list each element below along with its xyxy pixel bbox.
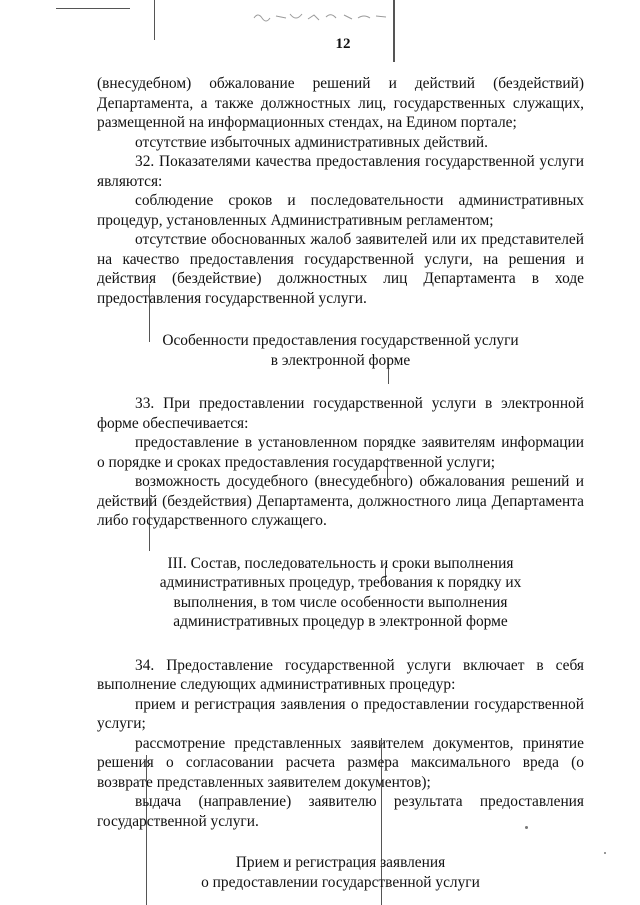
body-paragraph: возможность досудебного (внесудебного) обжалования решений и действий (бездействия) Департамента, должностного лица Департамента либо государственного служащего. <box>97 473 584 529</box>
document-body <box>97 74 584 892</box>
heading-line: в электронной форме <box>270 351 411 369</box>
scan-artifact-dot <box>604 852 606 854</box>
body-paragraph: 34. Предоставление государственной услуги включает в себя выполнение следующих административных процедур: <box>97 656 584 693</box>
body-paragraph: выдача (направление) заявителю результата предоставления государственной услуги. <box>97 793 584 830</box>
heading-line: административных процедур в электронной форме <box>173 613 508 630</box>
heading-line: о предоставлении государственной услуги <box>201 873 480 891</box>
body-paragraph: предоставление в установленном порядке заявителям информации о порядке и сроках предоставления государственной услуги; <box>97 434 584 471</box>
section-heading <box>97 853 584 892</box>
section-heading <box>97 331 584 370</box>
scan-artifact-line <box>154 0 155 40</box>
heading-line: Особенности предоставления государственной услуги <box>162 332 519 349</box>
scan-artifact-line <box>56 8 130 9</box>
chapter-heading <box>97 554 584 632</box>
body-paragraph: отсутствие избыточных административных действий. <box>135 133 488 151</box>
body-paragraph: 33. При предоставлении государственной услуги в электронной форме обеспечивается: <box>97 395 584 432</box>
body-paragraph: отсутствие обоснованных жалоб заявителей или их представителей на качество предоставления государственной услуги, на решения и действия (бездействие) должностных лиц Департамента в ходе предоставления государственной услуги. <box>97 231 584 307</box>
heading-line: Прием и регистрация заявления <box>235 854 446 871</box>
page-number: 12 <box>335 36 351 52</box>
body-paragraph: 32. Показателями качества предоставления государственной услуги являются: <box>97 153 584 190</box>
body-paragraph: прием и регистрация заявления о предоставлении государственной услуги; <box>97 695 584 732</box>
body-paragraph: (внесудебном) обжалование решений и действий (бездействий) Департамента, а также должностных лиц, государственных служащих, размещенной на информационных стендах, на Едином портале; <box>97 75 584 131</box>
heading-line: административных процедур, требования к порядку их <box>159 574 522 591</box>
heading-line: III. Состав, последовательность и сроки выполнения <box>167 554 514 572</box>
body-paragraph: рассмотрение представленных заявителем документов, принятие решения о согласовании расчета размера максимального вреда (о возврате представленных заявителем документов); <box>97 734 584 791</box>
header-scan-smudge <box>252 8 392 24</box>
heading-line: выполнения, в том числе особенности выполнения <box>173 593 508 611</box>
body-paragraph: соблюдение сроков и последовательности административных процедур, установленных Административным регламентом; <box>97 192 584 229</box>
